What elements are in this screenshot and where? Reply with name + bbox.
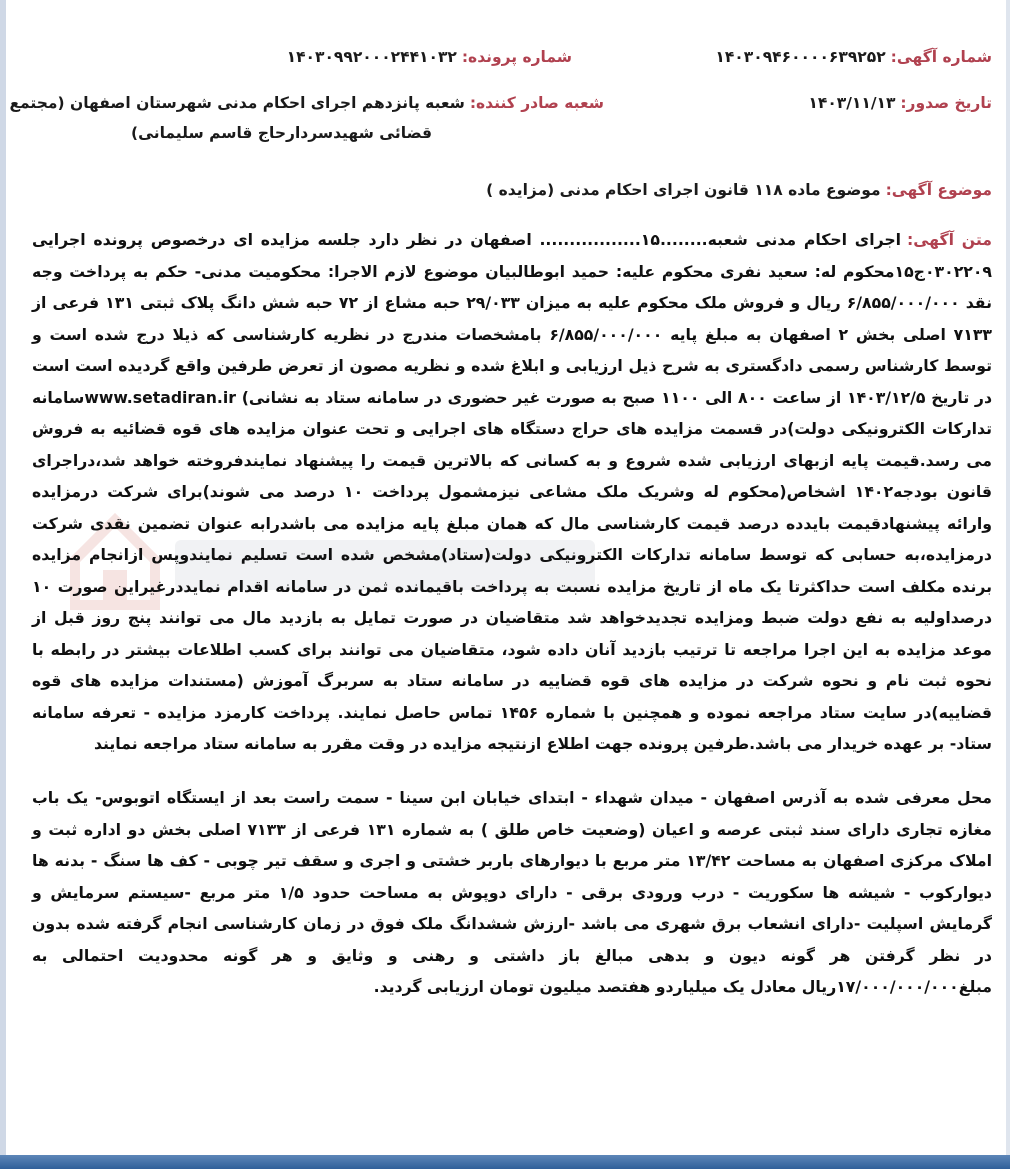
ad-number-value: ۱۴۰۳۰۹۴۶۰۰۰۰۶۳۹۲۵۲ [715, 48, 886, 66]
case-number-label: شماره پرونده: [461, 48, 572, 66]
body-label: متن آگهی: [907, 230, 993, 249]
issue-date-row [808, 92, 992, 114]
window-left-border [0, 0, 6, 1169]
case-number-value: ۱۴۰۳۰۹۹۲۰۰۰۲۴۴۱۰۳۲ [286, 48, 457, 66]
issue-date-value: ۱۴۰۳/۱۱/۱۳ [808, 94, 896, 112]
issuer-line1: شعبه پانزدهم اجرای احکام مدنی شهرستان اصفهان (مجتمع [9, 94, 465, 112]
property-description-paragraph [32, 782, 992, 1003]
subject-row [486, 179, 992, 201]
issuer-line2: قضائی شهیدسردارحاج قاسم سلیمانی) [131, 124, 432, 142]
issuer-row [9, 92, 604, 114]
case-number-row [287, 46, 572, 68]
body-paragraph-2: محل معرفی شده به آذرس اصفهان - میدان شهداء - ابتدای خیابان ابن سینا - سمت راست بعد از ایستگاه اتوبوس- یک باب مغازه تجاری دارای سند ثبتی عرصه و اعیان (وضعیت خاص طلق ) به شماره ۱۳۱ فرعی از ۷۱۳۳ اصلی بخش دو اداره ثبت و املاک مرکزی اصفهان به مساحت ۱۳/۴۲ متر مربع با دیوارهای باربر خشتی و اجری و سقف تیر چوبی - کف ها سنگ - بدنه ها دیوارکوب - شیشه ها سکوریت - درب ورودی برقی - دارای دوپوش به مساحت حدود ۱/۵ متر مربع -سیستم سرمایش و گرمایش اسپلیت -دارای انشعاب برق شهری می باشد -ارزش ششدانگ ملک فوق در زمان کارشناسی انجام گرفته شده بدون در نظر گرفتن هر گونه دیون و بدهی مبالغ باز داشتی و رهنی و وثایق و هر گونه محدودیت احتمالی به مبلغ۱۷/۰۰۰/۰۰۰/۰۰۰ریال معادل یک میلیاردو هفتصد میلیون تومان ارزیابی گردید. [32, 788, 992, 996]
issuer-row-2 [131, 122, 432, 144]
issue-date-label: تاریخ صدور: [900, 94, 992, 112]
notice-document [9, 34, 993, 1144]
window-right-border [1006, 0, 1010, 1169]
window-bottom-bar [0, 1155, 1010, 1169]
subject-text: موضوع ماده ۱۱۸ قانون اجرای احکام مدنی (مزایده ) [486, 181, 881, 199]
issuer-label: شعبه صادر کننده: [469, 94, 604, 112]
ad-number-label: شماره آگهی: [890, 48, 992, 66]
body-paragraph-1: اجرای احکام مدنی شعبه........۱۵................. اصفهان در نظر دارد جلسه مزایده ای درخصوص پرونده اجرایی ۰۳۰۲۲۰۹ج۱۵محکوم له: سعید نفری محکوم علیه: حمید ابوطالبیان موضوع لازم الاجرا: محکومیت مدنی- حکم به پرداخت وجه نقد ۶/۸۵۵/۰۰۰/۰۰۰ ریال و فروش ملک محکوم علیه به میزان ۲۹/۰۳۳ حبه مشاع از ۷۲ حبه شش دانگ پلاک ثبتی ۱۳۱ فرعی از ۷۱۳۳ اصلی بخش ۲ اصفهان به مبلغ پایه ۶/۸۵۵/۰۰۰/۰۰۰ بامشخصات مندرج در نظریه کارشناسی که ذیلا درج شده است و توسط کارشناس رسمی دادگستری به شرح ذیل ارزیابی و ابلاغ شده و نظریه مصون از تعرض طرفین واقع گردیده است است در تاریخ ۱۴۰۳/۱۲/۵ از ساعت ۸۰۰ الی ۱۱۰۰ صبح به صورت غیر حضوری در سامانه ستاد به نشانی) www.setadiran.irسامانه تدارکات الکترونیکی دولت)در قسمت مزایده های حراج دستگاه های اجرایی و تحت عنوان مزایده های قوه قضائیه به فروش می رسد.قیمت پایه ازبهای ارزیابی شده شروع و به کسانی که بالاترین قیمت را پیشنهاد نمایندفروخته خواهد شد،دراجرای قانون بودجه۱۴۰۲ اشخاص(محکوم له وشریک ملک مشاعی نیزمشمول پرداخت ۱۰ درصد می شوند)برای شرکت درمزایده وارائه پیشنهادقیمت بایدده درصد قیمت کارشناسی مال که همان مبلغ پایه مزایده می باشدرابه عنوان تضمین نقدی شرکت درمزایده،به حسابی که توسط سامانه تدارکات الکترونیکی دولت(ستاد)مشخص شده است تسلیم نمایندوپس ازانجام مزایده برنده مکلف است حداکثرتا یک ماه از تاریخ مزایده نسبت به پرداخت باقیمانده ثمن در سامانه اقدام نمایددرغیراین صورت ۱۰ درصداولیه به نفع دولت ضبط ومزایده تجدیدخواهد شد متقاضیان در صورت تمایل به بازدید مال می توانند پنج روز قبل از موعد مزایده به این اجرا مراجعه تا ترتیب بازدید آنان داده شود، متقاضیان می توانند برای کسب اطلاعات بیشتر در رابطه با نحوه ثبت نام و نحوه شرکت در مزایده های قوه قضاییه در سامانه ستاد به سربرگ آموزش (مستندات مزایده های قوه قضاییه)در سایت ستاد مراجعه نموده و همچنین با شماره ۱۴۵۶ تماس حاصل نمایند. پرداخت کارمزد مزایده - تعرفه سامانه ستاد- بر عهده خریدار می باشد.طرفین پرونده جهت اطلاع ازنتیجه مزایده در وقت مقرر به سامانه ستاد مراجعه نمایند [32, 230, 993, 753]
ad-number-row [715, 46, 992, 68]
subject-label: موضوع آگهی: [885, 181, 992, 199]
notice-body-paragraph [32, 224, 992, 760]
